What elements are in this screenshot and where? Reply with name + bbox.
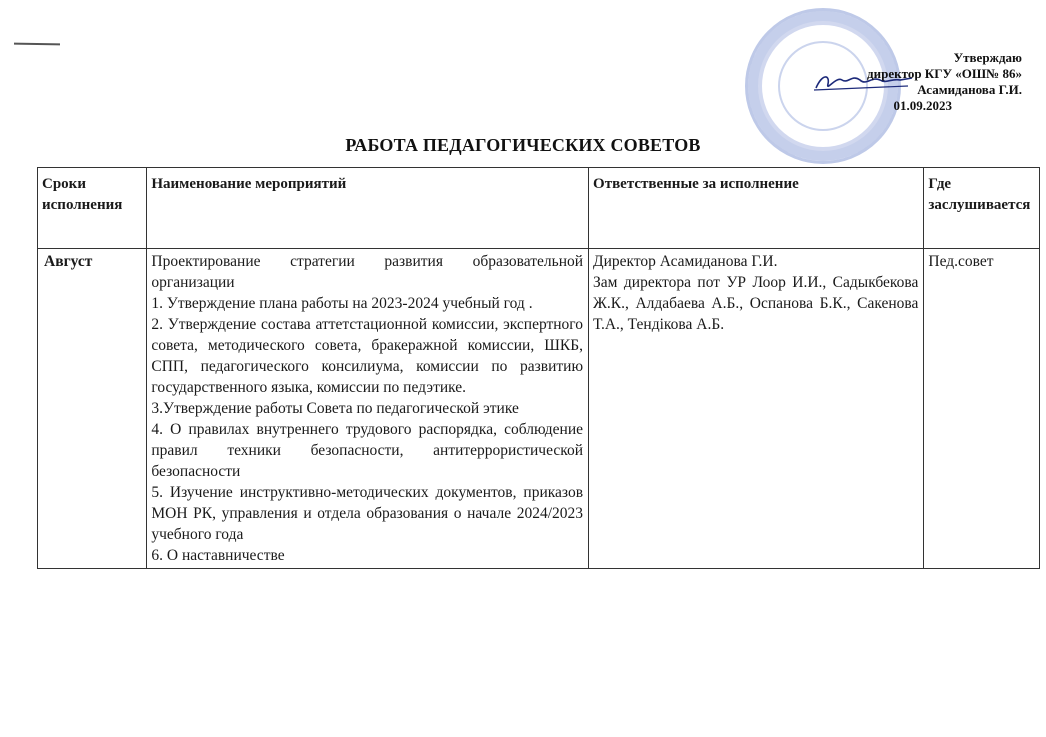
activity-item: 5. Изучение инструктивно-методических документов, приказов МОН РК, управления и отдела образования о начале 2024/2023 учебного года <box>151 484 584 543</box>
plan-table <box>37 167 1040 569</box>
scan-mark <box>14 43 60 46</box>
approval-name: Асамиданова Г.И. <box>917 82 1022 97</box>
activity-item: 4. О правилах внутреннего трудового распорядка, соблюдение правил техники безопасности, антитеррористической безопасности <box>151 421 584 480</box>
header-responsible: Ответственные за исполнение <box>589 168 924 249</box>
approval-block <box>867 50 1022 114</box>
page-title: РАБОТА ПЕДАГОГИЧЕСКИХ СОВЕТОВ <box>345 135 701 155</box>
activity-item: 6. О наставничестве <box>151 547 285 564</box>
activity-intro: Проектирование стратегии развития образовательной организации <box>151 253 584 291</box>
header-deadlines: Сроки исполнения <box>38 168 147 249</box>
activity-item: 2. Утверждение состава аттетстационной комиссии, экспертного совета, методического совета, бракеражной комиссии, ШКБ, СПП, педагогического консилиума, комиссии по развитию государственного языка, комиссии по педэтике. <box>151 316 584 396</box>
activity-item: 1. Утверждение плана работы на 2023-2024 учебный год . <box>151 295 533 312</box>
table-row <box>38 249 1040 569</box>
responsible-director: Директор Асамиданова Г.И. <box>593 253 778 270</box>
row-where: Пед.совет <box>924 249 1040 569</box>
activity-item: 3.Утверждение работы Совета по педагогической этике <box>151 400 519 417</box>
responsible-deputies: Зам директора пот УР Лоор И.И., Садыкбекова Ж.К., Алдабаева А.Б., Оспанова Б.К., Сакенова Т.А., Тендікова А.Б. <box>593 274 919 333</box>
row-responsible <box>589 249 924 569</box>
header-activities: Наименование мероприятий <box>147 168 589 249</box>
approval-position: директор КГУ «ОШ№ 86» <box>867 66 1022 81</box>
row-activities <box>147 249 589 569</box>
approval-date: 01.09.2023 <box>893 98 952 113</box>
row-month: Август <box>38 249 147 569</box>
table-header-row <box>38 168 1040 249</box>
approval-label: Утверждаю <box>953 50 1022 65</box>
header-where: Где заслушивается <box>924 168 1040 249</box>
